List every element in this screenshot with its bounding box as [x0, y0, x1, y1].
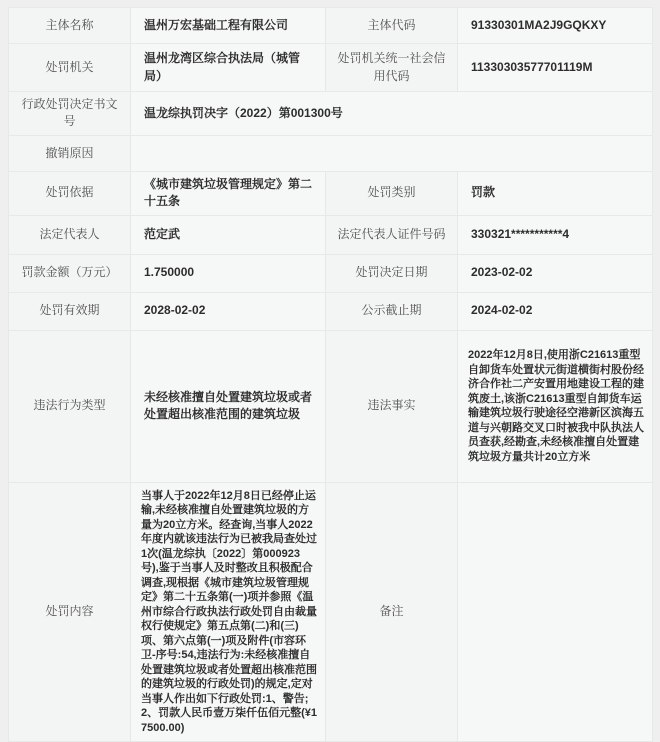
field-value-revoke-reason — [131, 135, 653, 171]
field-label-legal-rep-id: 法定代表人证件号码 — [326, 215, 458, 254]
field-value-penalty-basis: 《城市建筑垃圾管理规定》第二十五条 — [131, 171, 326, 215]
field-label-penalty-basis: 处罚依据 — [9, 171, 131, 215]
table-row-legal-rep — [9, 215, 653, 254]
penalty-record-panel — [8, 7, 652, 742]
field-label-violation-fact: 违法事实 — [326, 330, 458, 482]
field-value-remark — [458, 482, 653, 742]
table-row-penalty-basis — [9, 171, 653, 215]
field-value-decision-doc-no: 温龙综执罚决字（2022）第001300号 — [131, 92, 653, 136]
field-value-authority: 温州龙湾区综合执法局（城管局） — [131, 44, 326, 92]
table-row-revoke-reason — [9, 135, 653, 171]
field-label-fine-amount: 罚款金额（万元） — [9, 254, 131, 292]
field-value-publicity-deadline: 2024-02-02 — [458, 292, 653, 330]
table-row-authority — [9, 44, 653, 92]
table-row-validity — [9, 292, 653, 330]
field-value-legal-rep: 范定武 — [131, 215, 326, 254]
field-label-decision-date: 处罚决定日期 — [326, 254, 458, 292]
field-value-subject-name: 温州万宏基础工程有限公司 — [131, 8, 326, 44]
field-value-validity-date: 2028-02-02 — [131, 292, 326, 330]
field-value-violation-type: 未经核准擅自处置建筑垃圾或者处置超出核准范围的建筑垃圾 — [131, 330, 326, 482]
field-value-penalty-category: 罚款 — [458, 171, 653, 215]
field-value-subject-code: 91330301MA2J9GQKXY — [458, 8, 653, 44]
field-value-legal-rep-id: 330321***********4 — [458, 215, 653, 254]
field-value-penalty-content: 当事人于2022年12月8日已经停止运输,未经核准擅自处置建筑垃圾的方量为20立方米。经查询,当事人2022年度内就该违法行为已被我局查处过1次(温龙综执〔2022〕第000923号),鉴于当事人及时整改且积极配合调查,现根据《城市建筑垃圾管理规定》第二十五条第(一)项并参照《温州市综合行政执法行政处罚自由裁量权行使规定》第五点第(二)和(三)项、第六点第(一)项及附件(市容环卫-序号:54,违法行为:未经核准擅自处置建筑垃圾或者处置超出核准范围的建筑垃圾的行政处罚)的规定,定对当事人作出如下行政处罚:1、警告;2、罚款人民币壹万柒仟伍佰元整(¥17500.00) — [131, 482, 326, 742]
table-row-fine-amount — [9, 254, 653, 292]
table-row-decision-doc-no — [9, 92, 653, 136]
field-label-validity-date: 处罚有效期 — [9, 292, 131, 330]
field-label-subject-name: 主体名称 — [9, 8, 131, 44]
field-value-violation-fact: 2022年12月8日,使用浙C21613重型自卸货车处置状元街道横街村股份经济合作社二产安置用地建设工程的建筑废土,该浙C21613重型自卸货车运输建筑垃圾行驶途径空港新区滨海五道与兴朝路交叉口时被我中队执法人员查获,经勘查,未经核准擅自处置建筑垃圾方量共计20立方米 — [458, 330, 653, 482]
table-row-subject — [9, 8, 653, 44]
penalty-record-table — [8, 7, 653, 742]
field-label-decision-doc-no: 行政处罚决定书文号 — [9, 92, 131, 136]
field-label-penalty-category: 处罚类别 — [326, 171, 458, 215]
field-label-subject-code: 主体代码 — [326, 8, 458, 44]
field-label-penalty-content: 处罚内容 — [9, 482, 131, 742]
field-label-authority: 处罚机关 — [9, 44, 131, 92]
field-label-authority-credit-code: 处罚机关统一社会信用代码 — [326, 44, 458, 92]
field-label-publicity-deadline: 公示截止期 — [326, 292, 458, 330]
field-value-decision-date: 2023-02-02 — [458, 254, 653, 292]
field-label-violation-type: 违法行为类型 — [9, 330, 131, 482]
field-label-revoke-reason: 撤销原因 — [9, 135, 131, 171]
field-value-fine-amount: 1.750000 — [131, 254, 326, 292]
field-label-legal-rep: 法定代表人 — [9, 215, 131, 254]
field-label-remark: 备注 — [326, 482, 458, 742]
field-value-authority-credit-code: 11330303577701119M — [458, 44, 653, 92]
table-row-penalty-content — [9, 482, 653, 742]
table-row-violation — [9, 330, 653, 482]
